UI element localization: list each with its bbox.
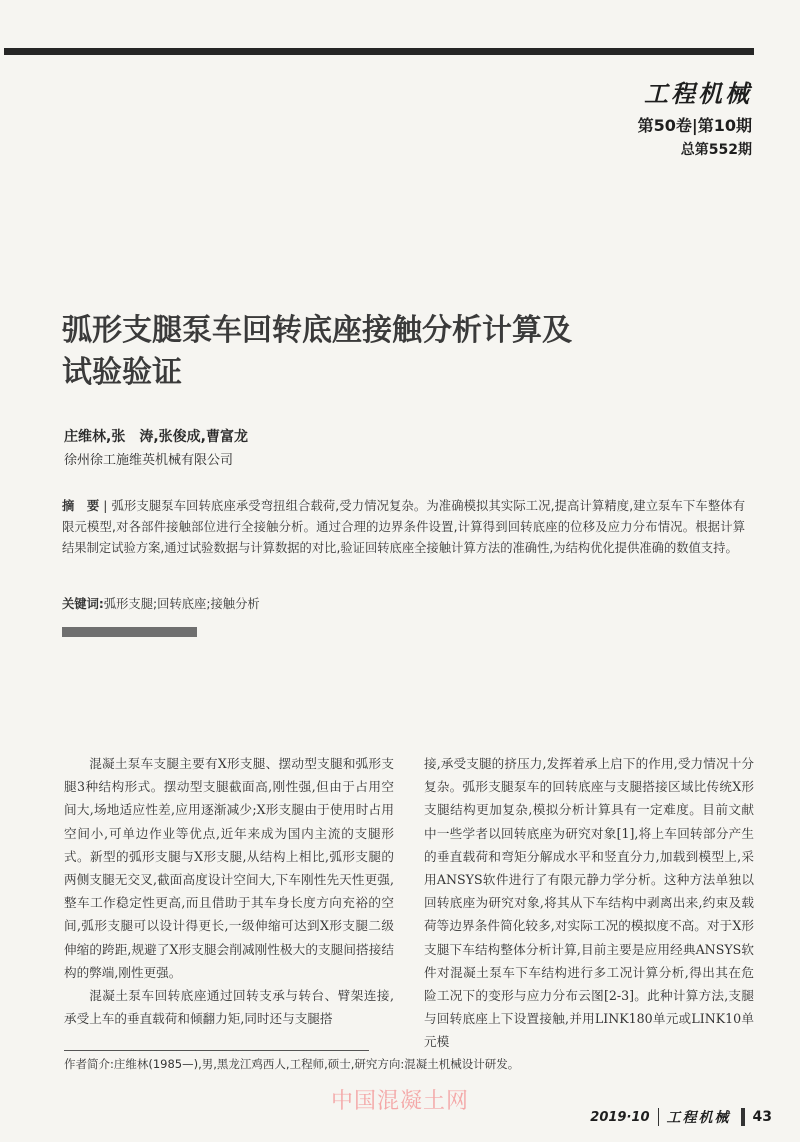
issue-date: 2019·10 <box>590 1109 650 1125</box>
abstract-separator: | <box>103 499 108 513</box>
abstract-label: 摘 要 <box>62 499 100 513</box>
watermark: 中国混凝土网 <box>330 1089 469 1114</box>
abstract-text: 弧形支腿泵车回转底座承受弯扭组合载荷,受力情况复杂。为准确模拟其实际工况,提高计算精度,建立泵车下车整体有限元模型,对各部件接触部位进行全接触分析。通过合理的边界条件设置,计算得到回转底座的位移及应力分布情况。根据计算结果制定试验方案,通过试验数据与计算数据的对比,验证回转底座全接触计算方法的准确性,为结构优化提供准确的数值支持。 <box>62 499 745 555</box>
top-rule <box>4 48 754 55</box>
article-title <box>62 310 702 394</box>
keywords <box>62 594 260 612</box>
body-column-left <box>64 752 394 1030</box>
keywords-label: 关键词: <box>62 597 104 611</box>
body-column-right <box>424 752 754 1054</box>
footer-thick-divider <box>741 1108 745 1126</box>
body-paragraph: 混凝土泵车回转底座通过回转支承与转台、臂架连接,承受上车的垂直载荷和倾翻力矩,同时还与支腿搭 <box>64 988 394 1027</box>
section-divider-bar <box>62 627 197 637</box>
title-line-1: 弧形支腿泵车回转底座接触分析计算及 <box>62 313 572 348</box>
volume-issue: 第50卷|第10期 <box>637 116 752 135</box>
affiliation: 徐州徐工施维英机械有限公司 <box>64 453 234 468</box>
title-line-2: 试验验证 <box>62 355 182 390</box>
journal-brand: 工程机械 <box>644 79 752 108</box>
abstract <box>62 496 745 559</box>
body-paragraph: 混凝土泵车支腿主要有X形支腿、摆动型支腿和弧形支腿3种结构形式。摆动型支腿截面高,刚性强,但由于占用空间大,场地适应性差,应用逐渐减少;X形支腿由于使用时占用空间小,可单边作业等优点,近年来成为国内主流的支腿形式。新型的弧形支腿与X形支腿,从结构上相比,弧形支腿的两侧支腿无交叉,截面高度设计空间大,下车刚性先天性更强,整车工作稳定性更高,而且借助于其车身长度方向充裕的空间,弧形支腿可以设计得更长,一级伸缩可达到X形支腿二级伸缩的跨距,规避了X形支腿会削减刚性极大的支腿间搭接结构的弊端,刚性更强。 <box>64 756 394 980</box>
keywords-text: 弧形支腿;回转底座;接触分析 <box>103 597 260 611</box>
footer-journal-brand: 工程机械 <box>666 1110 731 1126</box>
footnote-rule <box>64 1050 369 1051</box>
author-footnote: 作者简介:庄维林(1985—),男,黑龙江鸡西人,工程师,硕士,研究方向:混凝土机械设计研发。 <box>64 1057 520 1071</box>
journal-masthead <box>638 74 752 159</box>
page-footer <box>590 1107 772 1127</box>
total-issue: 总第552期 <box>680 142 752 158</box>
authors: 庄维林,张 涛,张俊成,曹富龙 <box>64 429 248 445</box>
body-paragraph: 接,承受支腿的挤压力,发挥着承上启下的作用,受力情况十分复杂。弧形支腿泵车的回转底座与支腿搭接区域比传统X形支腿结构更加复杂,模拟分析计算具有一定难度。目前文献中一些学者以回转底座为研究对象[1],将上车回转部分产生的垂直载荷和弯矩分解成水平和竖直分力,加载到模型上,采用ANSYS软件进行了有限元静力学分析。这种方法单独以回转底座为研究对象,将其从下车结构中剥离出来,约束及载荷等边界条件简化较多,对实际工况的模拟度不高。对于X形支腿下车结构整体分析计算,目前主要是应用经典ANSYS软件对混凝土泵车下车结构进行多工况计算分析,得出其在危险工况下的变形与应力分布云图[2-3]。此种计算方法,支腿与回转底座上下设置接触,并用LINK180单元或LINK10单元模 <box>424 756 754 1050</box>
footer-divider <box>658 1108 659 1126</box>
page-number: 43 <box>752 1109 772 1125</box>
